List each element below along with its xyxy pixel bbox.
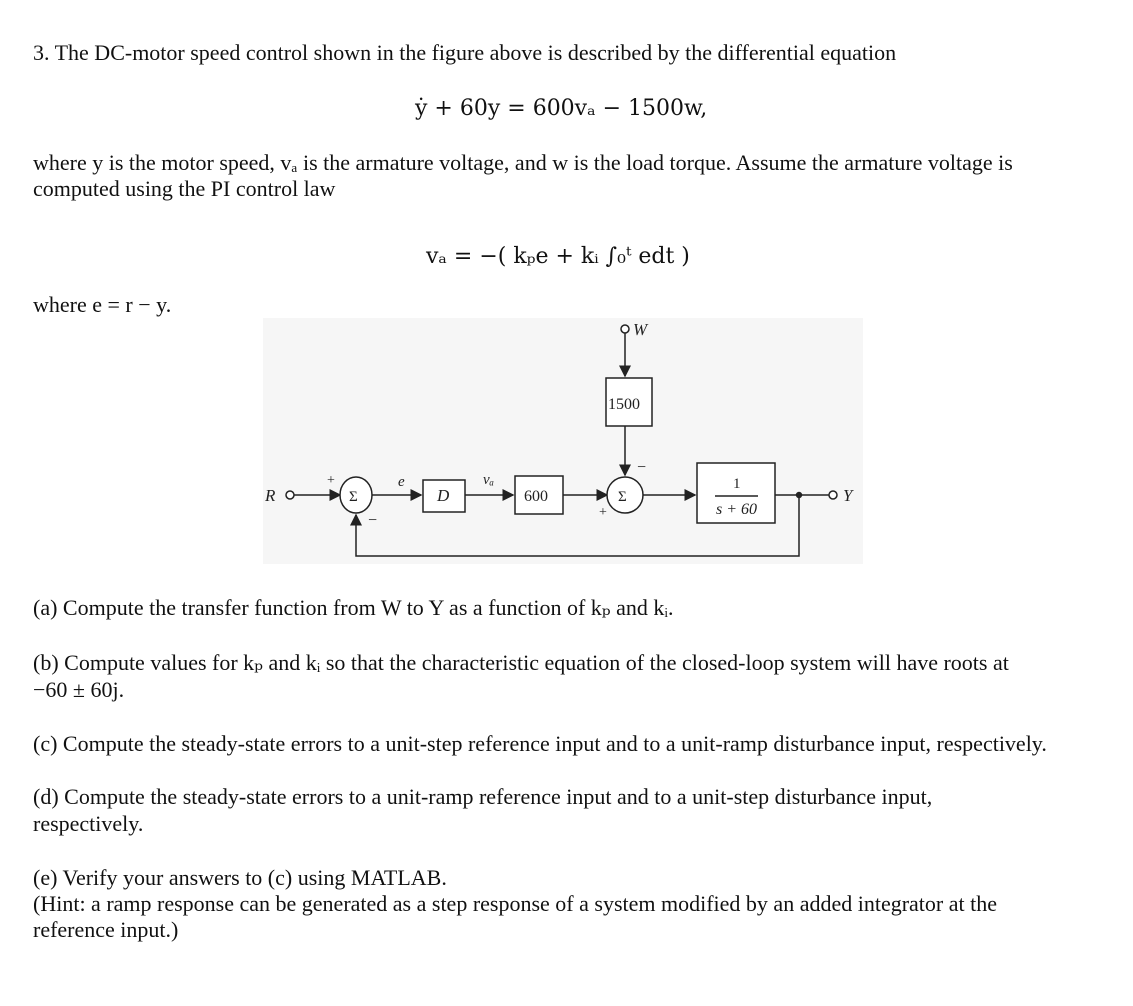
armature-voltage-label: vₐ xyxy=(483,472,495,488)
where-text-line-2: computed using the PI control law xyxy=(33,176,336,201)
part-c: (c) Compute the steady-state errors to a unit-step reference input and to a unit-ramp disturbance input, respectively. xyxy=(33,731,1047,756)
input-terminal xyxy=(286,491,294,499)
gain-block-label: 600 xyxy=(524,488,548,505)
sum2-plus-sign: + xyxy=(599,505,607,520)
sum2-symbol: Σ xyxy=(618,489,627,505)
plant-denominator: s + 60 xyxy=(716,501,758,518)
part-d-line-2: respectively. xyxy=(33,811,144,836)
output-terminal xyxy=(829,491,837,499)
sum1-minus-sign: − xyxy=(368,512,378,529)
control-law-equation: vₐ = −( kₚe + kᵢ ∫₀ᵗ edt ) xyxy=(426,244,690,269)
sum1-plus-sign: + xyxy=(327,473,335,488)
input-label: R xyxy=(265,486,276,505)
output-label: Y xyxy=(843,486,853,505)
plant-numerator: 1 xyxy=(733,476,741,492)
part-a: (a) Compute the transfer function from W to Y as a function of kₚ and kᵢ. xyxy=(33,595,674,620)
block-diagram-svg xyxy=(263,318,863,564)
part-e: (e) Verify your answers to (c) using MATLAB. xyxy=(33,865,447,890)
block-diagram xyxy=(263,318,863,564)
disturbance-label: W xyxy=(633,320,648,339)
controller-block-label: D xyxy=(437,486,450,505)
hint-line-1: (Hint: a ramp response can be generated as a step response of a system modified by an added integrator at the xyxy=(33,891,997,916)
where-text-line-1: where y is the motor speed, vₐ is the armature voltage, and w is the load torque. Assume the armature voltage is xyxy=(33,150,1013,175)
disturbance-terminal xyxy=(621,325,629,333)
disturbance-block-label: 1500 xyxy=(608,396,640,413)
differential-equation: ẏ + 60y = 600vₐ − 1500w, xyxy=(415,96,708,121)
part-b-line-1: (b) Compute values for kₚ and kᵢ so that the characteristic equation of the closed-loop system will have roots at xyxy=(33,650,1009,675)
sum2-minus-sign: − xyxy=(637,459,647,476)
part-b-line-2: −60 ± 60j. xyxy=(33,677,125,702)
problem-intro: 3. The DC-motor speed control shown in the figure above is described by the differential equation xyxy=(33,40,897,65)
part-d-line-1: (d) Compute the steady-state errors to a unit-ramp reference input and to a unit-step disturbance input, xyxy=(33,784,933,809)
error-signal-label: e xyxy=(398,474,405,490)
sum1-symbol: Σ xyxy=(349,489,358,505)
hint-line-2: reference input.) xyxy=(33,917,179,942)
error-definition: where e = r − y. xyxy=(33,292,172,317)
